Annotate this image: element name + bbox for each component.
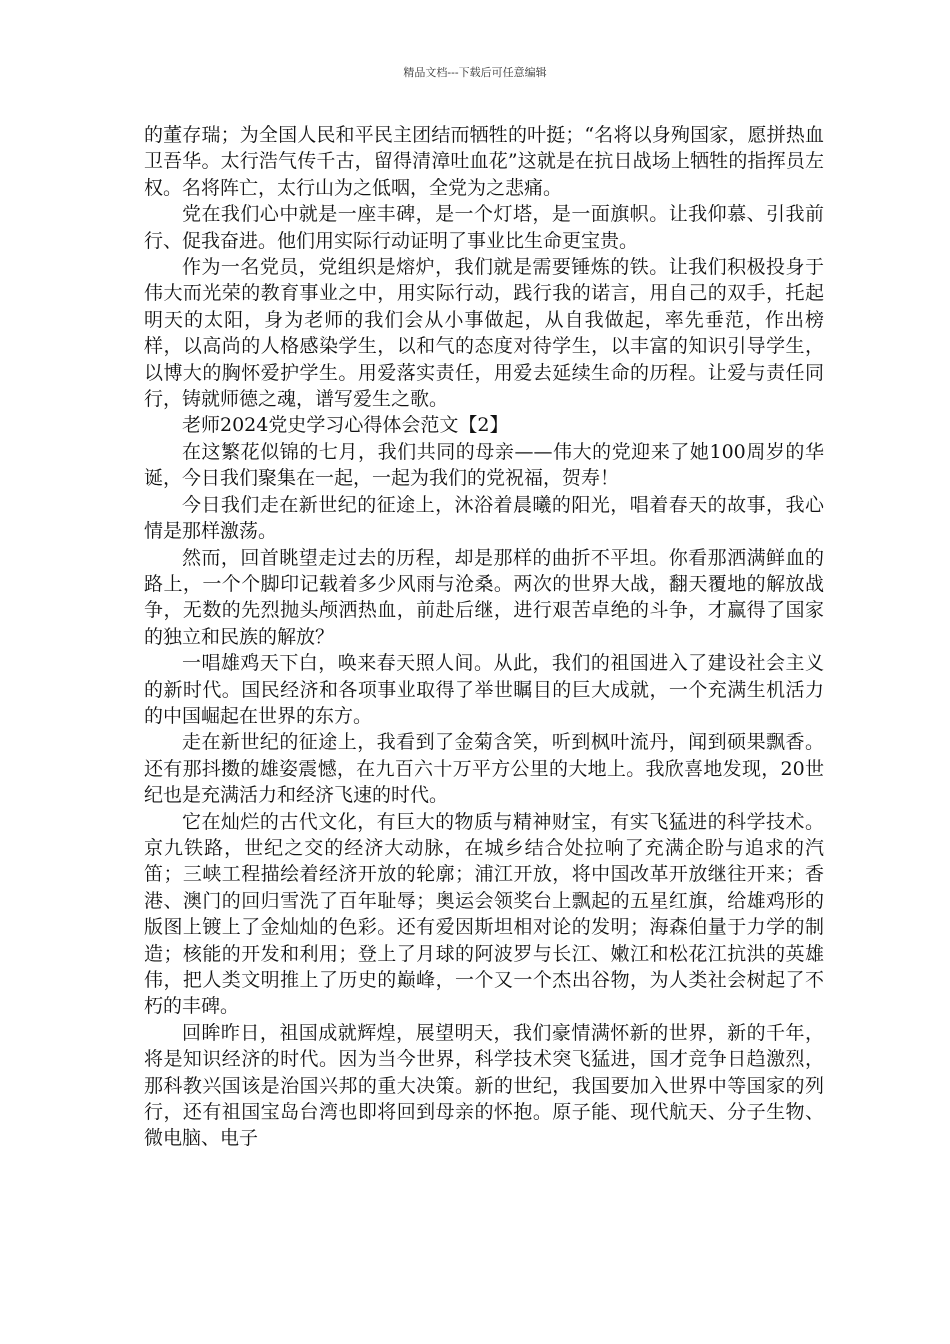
document-body (144, 122, 824, 1152)
paragraph: 回眸昨日，祖国成就辉煌，展望明天，我们豪情满怀新的世界，新的千年，将是知识经济的时代。因为当今世界，科学技术突飞猛进，国才竞争日趋激烈，那科教兴国该是治国兴邦的重大决策。新的世纪，我国要加入世界中等国家的列行，还有祖国宝岛台湾也即将回到母亲的怀抱。原子能、现代航天、分子生物、微电脑、电子 (144, 1021, 824, 1150)
paragraph: 今日我们走在新世纪的征途上，沐浴着晨曦的阳光，唱着春天的故事，我心情是那样激荡。 (144, 493, 824, 543)
paragraph: 党在我们心中就是一座丰碑，是一个灯塔，是一面旗帜。让我仰慕、引我前行、促我奋进。他们用实际行动证明了事业比生命更宝贵。 (144, 203, 824, 252)
paragraph: 在这繁花似锦的七月，我们共同的母亲——伟大的党迎来了她100周岁的华诞，今日我们聚集在一起，一起为我们的党祝福，贺寿！ (144, 440, 824, 490)
paragraph: 作为一名党员，党组织是熔炉，我们就是需要锤炼的铁。让我们积极投身于伟大而光荣的教育事业之中，用实际行动，践行我的诺言，用自己的双手，托起明天的太阳，身为老师的我们会从小事做起，从自我做起，率先垂范，作出榜样，以高尚的人格感染学生，以和气的态度对待学生，以丰富的知识引导学生，以博大的胸怀爱护学生。用爱落实责任，用爱去延续生命的历程。让爱与责任同行，铸就师德之魂，谱写爱生之歌。 (144, 256, 824, 411)
paragraph: 然而，回首眺望走过去的历程，却是那样的曲折不平坦。你看那洒满鲜血的路上，一个个脚印记载着多少风雨与沧桑。两次的世界大战，翻天覆地的解放战争，无数的先烈抛头颅洒热血，前赴后继，进行艰苦卓绝的斗争，才赢得了国家的独立和民族的解放？ (144, 546, 824, 648)
page-header: 精品文档---下载后可任意编辑 (403, 66, 547, 79)
paragraph: 一唱雄鸡天下白，唤来春天照人间。从此，我们的祖国进入了建设社会主义的新时代。国民经济和各项事业取得了举世瞩目的巨大成就，一个充满生机活力的中国崛起在世界的东方。 (144, 652, 824, 727)
section-title: 老师2024党史学习心得体会范文【2】 (182, 414, 509, 437)
paragraph: 它在灿烂的古代文化，有巨大的物质与精神财宝，有实飞猛进的科学技术。京九铁路，世纪之交的经济大动脉，在城乡结合处拉响了充满企盼与追求的汽笛；三峡工程描绘着经济开放的轮廓；浦江开放，将中国改革开放继往开来；香港、澳门的回归雪洗了百年耻辱；奥运会领奖台上飘起的五星红旗，给雄鸡形的版图上镀上了金灿灿的色彩。还有爱因斯坦相对论的发明；海森伯量于力学的制造；核能的开发和利用；登上了月球的阿波罗与长江、嫩江和松花江抗洪的英雄伟，把人类文明推上了历史的巅峰，一个又一个杰出谷物，为人类社会树起了不朽的丰碑。 (144, 810, 824, 1018)
paragraph: 走在新世纪的征途上，我看到了金菊含笑，听到枫叶流丹，闻到硕果飘香。还有那抖擞的雄姿震憾，在九百六十万平方公里的大地上。我欣喜地发现，20世纪也是充满活力和经济飞速的时代。 (144, 731, 824, 807)
paragraph: 的董存瑞；为全国人民和平民主团结而牺牲的叶挺；“名将以身殉国家，愿拼热血卫吾华。太行浩气传千古，留得清漳吐血花”这就是在抗日战场上牺牲的指挥员左权。名将阵亡，太行山为之低咽，全党为之悲痛。 (144, 124, 824, 199)
